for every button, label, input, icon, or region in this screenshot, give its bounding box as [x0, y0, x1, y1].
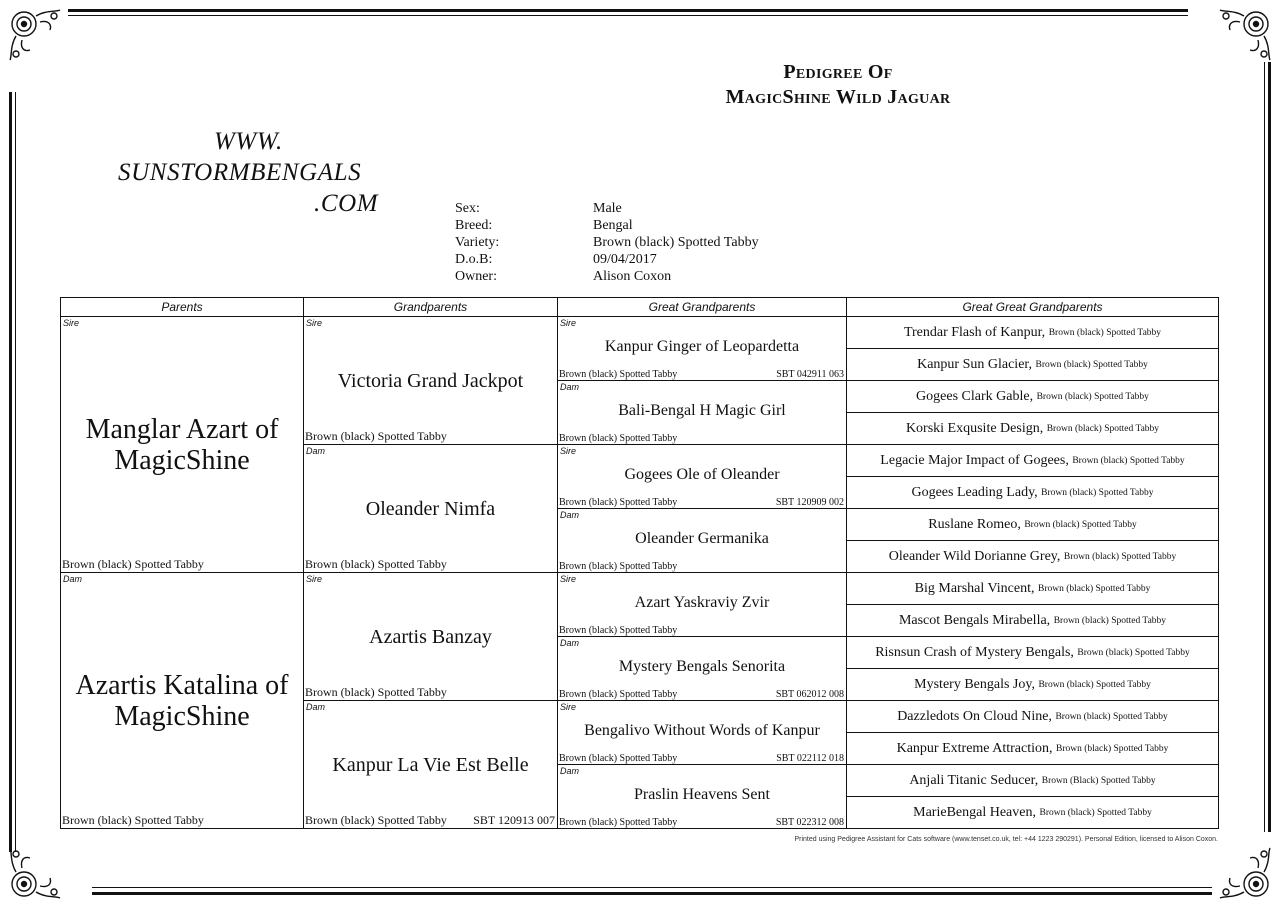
dam-tag: Dam	[306, 702, 326, 712]
cat-name: Manglar Azart of MagicShine	[85, 413, 279, 476]
cat-variety: Brown (black) Spotted Tabby	[62, 557, 204, 571]
cat-name: Risnsun Crash of Mystery Bengals,	[875, 644, 1074, 660]
great-great-grandparent-cell	[847, 413, 1218, 445]
cat-variety: Brown (black) Spotted Tabby	[559, 625, 678, 636]
grandparent-cell	[304, 317, 558, 445]
cat-variety: Brown (Black) Spotted Tabby	[1041, 775, 1156, 786]
cat-variety: Brown (black) Spotted Tabby	[1024, 519, 1137, 530]
detail-row-variety	[455, 234, 759, 251]
cat-details	[455, 200, 759, 285]
website-text	[118, 126, 390, 219]
cat-variety: Brown (black) Spotted Tabby	[559, 817, 678, 828]
cat-name: Korski Exqusite Design,	[905, 420, 1044, 436]
page-title	[640, 60, 1036, 110]
detail-value: Bengal	[593, 218, 633, 233]
footer-print-credit: Printed using Pedigree Assistant for Cats software (www.tenset.co.uk, tel: +44 1223 290291). Personal Edition, licensed to Alison Coxon.	[794, 836, 1218, 843]
corner-ornament-bottom-left	[4, 844, 64, 904]
detail-label: Owner:	[455, 269, 497, 284]
sire-tag: Sire	[306, 574, 323, 584]
grandparent-cell	[304, 701, 558, 828]
great-great-grandparent-cell	[847, 669, 1218, 701]
detail-value: Male	[593, 201, 622, 216]
cat-variety: Brown (black) Spotted Tabby	[1055, 711, 1168, 722]
frame-bottom-line-inner	[92, 892, 1212, 895]
cat-variety: Brown (black) Spotted Tabby	[1036, 391, 1149, 402]
sire-tag: Sire	[306, 318, 323, 328]
dam-tag: Dam	[560, 382, 580, 392]
dam-tag: Dam	[306, 446, 326, 456]
cat-variety: Brown (black) Spotted Tabby	[559, 561, 678, 572]
cat-variety: Brown (black) Spotted Tabby	[1048, 327, 1162, 338]
great-great-grandparent-cell	[847, 349, 1218, 381]
registration-number: SBT 022112 018	[776, 753, 844, 764]
detail-label: Variety:	[455, 235, 500, 250]
cat-variety: Brown (black) Spotted Tabby	[1041, 487, 1154, 498]
sire-tag: Sire	[560, 574, 577, 584]
corner-ornament-bottom-right	[1216, 844, 1276, 904]
great-grandparent-cell	[558, 701, 847, 765]
cat-name: Legacie Major Impact of Gogees,	[880, 452, 1069, 468]
great-great-grandparent-cell	[847, 701, 1218, 733]
detail-value: Alison Coxon	[593, 269, 672, 284]
grandparent-cell	[304, 445, 558, 573]
cat-name: Praslin Heavens Sent	[634, 786, 770, 803]
great-grandparent-cell	[558, 765, 847, 828]
registration-number: SBT 120909 002	[775, 497, 844, 508]
cat-variety: Brown (black) Spotted Tabby	[1077, 647, 1190, 658]
detail-row-breed	[455, 217, 759, 234]
frame-left-line	[9, 92, 12, 852]
cat-name: Gogees Leading Lady,	[911, 484, 1038, 500]
great-great-grandparent-cell	[847, 797, 1218, 828]
dam-tag: Dam	[560, 510, 580, 520]
frame-right-line-inner	[1268, 62, 1271, 832]
cat-variety: Brown (black) Spotted Tabby	[305, 429, 447, 443]
parent-cell-sire	[61, 317, 304, 573]
frame-top-line-inner	[68, 15, 1188, 16]
cat-variety: Brown (black) Spotted Tabby	[559, 369, 678, 380]
cat-name: Oleander Nimfa	[365, 497, 496, 520]
great-great-grandparent-cell	[847, 605, 1218, 637]
header-great-grandparents: Great Grandparents	[558, 298, 847, 317]
cat-name: Trendar Flash of Kanpur,	[903, 324, 1046, 340]
cat-name: Kanpur La Vie Est Belle	[332, 753, 529, 776]
parent-cell-dam	[61, 573, 304, 828]
cat-name: Gogees Clark Gable,	[916, 388, 1034, 404]
website-line-2: SUNSTORMBENGALS	[118, 159, 362, 186]
detail-row-sex	[455, 200, 759, 217]
cat-variety: Brown (black) Spotted Tabby	[559, 497, 678, 508]
great-great-grandparent-cell	[847, 445, 1218, 477]
cat-name: Mystery Bengals Senorita	[618, 658, 786, 675]
great-grandparent-cell	[558, 445, 847, 509]
header-parents: Parents	[61, 298, 304, 317]
website-line-3: .COM	[314, 190, 379, 217]
cat-name: Mystery Bengals Joy,	[914, 676, 1035, 692]
great-great-grandparent-cell	[847, 477, 1218, 509]
detail-value: 09/04/2017	[593, 252, 657, 267]
title-line-1: Pedigree Of	[783, 61, 893, 83]
cat-name: Azartis Katalina of MagicShine	[75, 669, 289, 732]
registration-number: SBT 120913 007	[473, 813, 555, 827]
great-great-grandparent-cell	[847, 381, 1218, 413]
frame-right-line	[1264, 62, 1265, 832]
cat-variety: Brown (black) Spotted Tabby	[559, 433, 678, 444]
cat-name: Oleander Wild Dorianne Grey,	[888, 548, 1061, 564]
cat-variety: Brown (black) Spotted Tabby	[1038, 679, 1151, 690]
cat-name: Ruslane Romeo,	[928, 516, 1021, 532]
great-great-grandparent-cell	[847, 541, 1218, 573]
great-grandparent-cell	[558, 637, 847, 701]
cat-variety: Brown (black) Spotted Tabby	[305, 813, 447, 827]
registration-number: SBT 062012 008	[775, 689, 844, 700]
cat-variety: Brown (black) Spotted Tabby	[1056, 743, 1169, 754]
cat-variety: Brown (black) Spotted Tabby	[1037, 583, 1151, 594]
great-great-grandparent-cell	[847, 509, 1218, 541]
corner-ornament-top-left	[4, 4, 64, 64]
cat-name: Dazzledots On Cloud Nine,	[897, 708, 1052, 724]
cat-name: Mascot Bengals Mirabella,	[898, 612, 1051, 628]
dam-tag: Dam	[63, 574, 83, 584]
cat-variety: Brown (black) Spotted Tabby	[1053, 615, 1167, 626]
sire-tag: Sire	[560, 318, 577, 328]
detail-label: D.o.B:	[455, 252, 493, 267]
cat-variety: Brown (black) Spotted Tabby	[1063, 551, 1177, 562]
cat-name: Big Marshal Vincent,	[914, 580, 1035, 596]
cat-variety: Brown (black) Spotted Tabby	[62, 813, 204, 827]
cat-variety: Brown (black) Spotted Tabby	[1046, 423, 1160, 434]
cat-name: Kanpur Sun Glacier,	[917, 356, 1033, 372]
grandparent-cell	[304, 573, 558, 701]
great-great-grandparent-cell	[847, 573, 1218, 605]
cat-variety: Brown (black) Spotted Tabby	[305, 557, 447, 571]
cat-name: Oleander Germanika	[635, 530, 769, 547]
pedigree-table	[60, 297, 1219, 829]
cat-name: Victoria Grand Jackpot	[337, 369, 524, 392]
cat-variety: Brown (black) Spotted Tabby	[305, 685, 447, 699]
cat-variety: Brown (black) Spotted Tabby	[1039, 807, 1152, 818]
great-great-grandparent-cell	[847, 637, 1218, 669]
great-grandparent-cell	[558, 509, 847, 573]
registration-number: SBT 042911 063	[776, 369, 844, 380]
frame-left-line-inner	[15, 92, 16, 852]
detail-value: Brown (black) Spotted Tabby	[593, 235, 759, 250]
website-line-1: WWW.	[214, 128, 283, 155]
title-line-2: MagicShine Wild Jaguar	[725, 86, 951, 108]
cat-name: Bengalivo Without Words of Kanpur	[584, 722, 820, 739]
cat-variety: Brown (black) Spotted Tabby	[559, 753, 678, 764]
cat-name: Bali-Bengal H Magic Girl	[618, 402, 786, 419]
cat-name: Azart Yaskraviy Zvir	[634, 594, 770, 611]
great-grandparent-cell	[558, 317, 847, 381]
great-grandparent-cell	[558, 381, 847, 445]
header-great-great-grandparents: Great Great Grandparents	[847, 298, 1218, 317]
registration-number: SBT 022312 008	[775, 817, 844, 828]
cat-name: MarieBengal Heaven,	[913, 804, 1036, 820]
cat-name: Gogees Ole of Oleander	[624, 466, 780, 483]
cat-variety: Brown (black) Spotted Tabby	[559, 689, 678, 700]
sire-tag: Sire	[560, 446, 577, 456]
corner-ornament-top-right	[1216, 4, 1276, 64]
detail-label: Breed:	[455, 218, 493, 233]
great-grandparent-cell	[558, 573, 847, 637]
great-great-grandparent-cell	[847, 765, 1218, 797]
detail-label: Sex:	[455, 201, 480, 216]
header-grandparents: Grandparents	[304, 298, 558, 317]
detail-row-owner	[455, 268, 759, 285]
cat-name: Kanpur Ginger of Leopardetta	[604, 338, 800, 355]
great-great-grandparent-cell	[847, 317, 1218, 349]
frame-top-line	[68, 9, 1188, 12]
cat-name: Azartis Banzay	[369, 625, 492, 648]
cat-name: Kanpur Extreme Attraction,	[896, 740, 1053, 756]
dam-tag: Dam	[560, 638, 580, 648]
cat-variety: Brown (black) Spotted Tabby	[1035, 359, 1148, 370]
dam-tag: Dam	[560, 766, 580, 776]
sire-tag: Sire	[63, 318, 80, 328]
sire-tag: Sire	[560, 702, 577, 712]
cat-name: Anjali Titanic Seducer,	[909, 772, 1039, 788]
great-great-grandparent-cell	[847, 733, 1218, 765]
detail-row-dob	[455, 251, 759, 268]
frame-bottom-line	[92, 887, 1212, 888]
cat-variety: Brown (black) Spotted Tabby	[1072, 455, 1185, 466]
